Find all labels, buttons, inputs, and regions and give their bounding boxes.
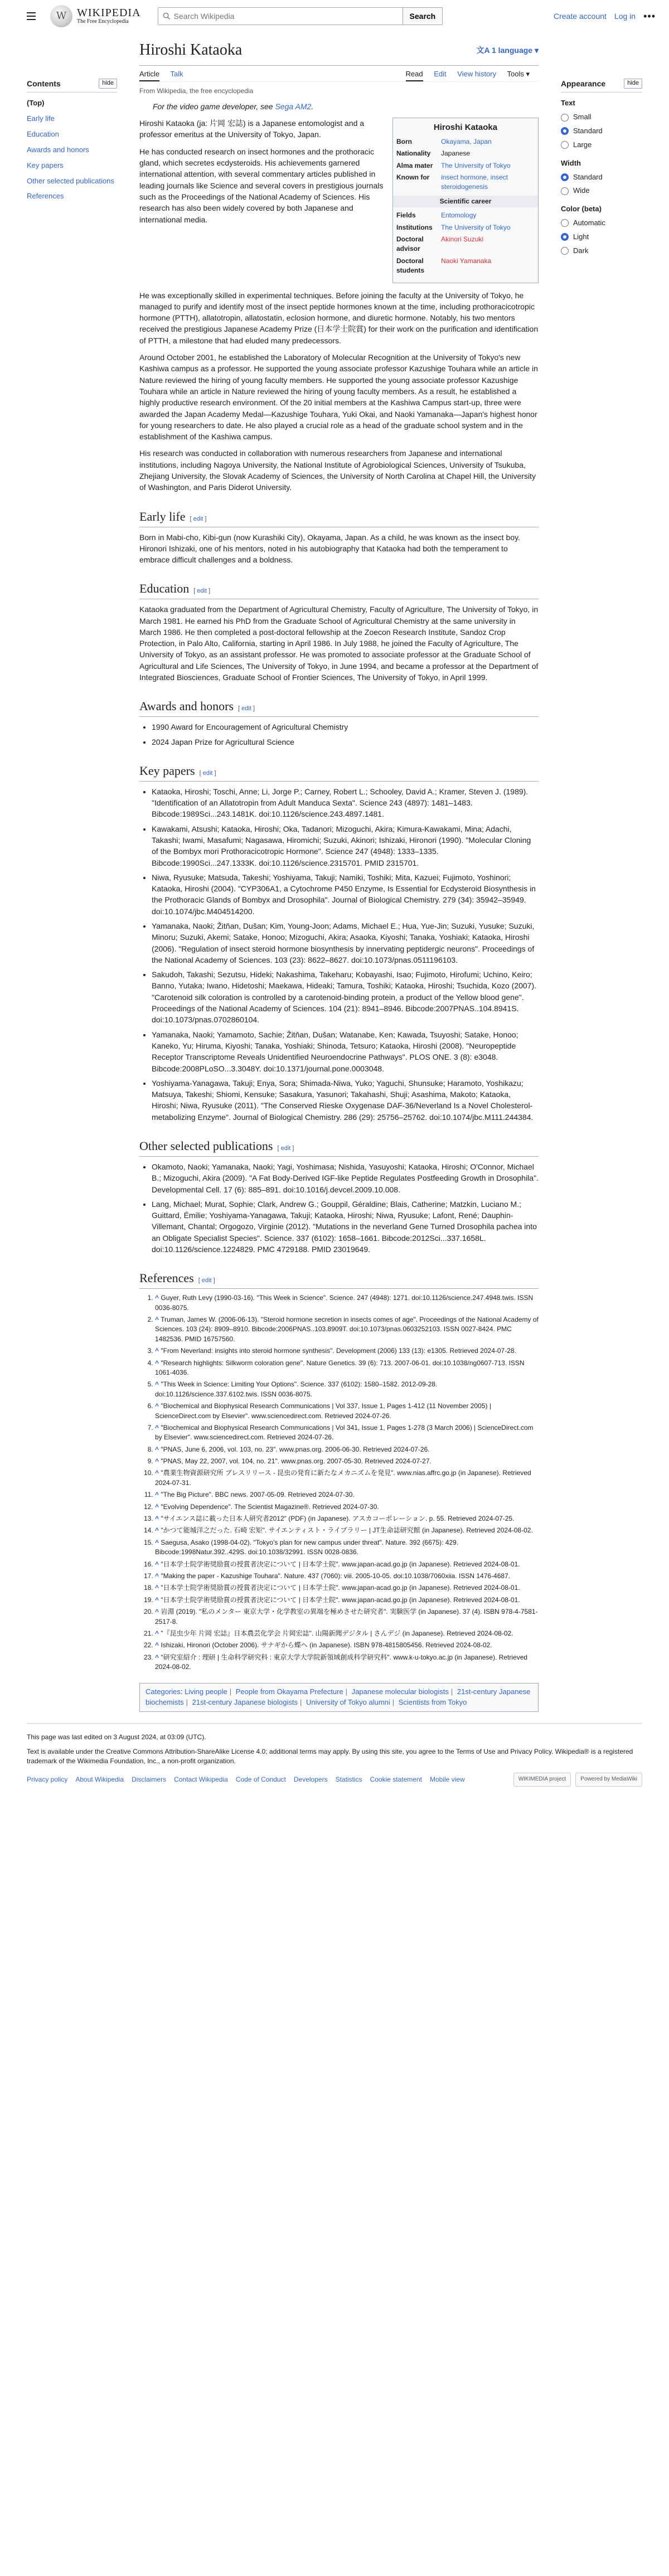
width-label: Width — [561, 158, 581, 167]
reference-item: 18. ^ "日本学士院学術奨励賞の授賞者決定について | 日本学士院". www.japan-acad.go.jp (in Japanese). Retrieved 2024-08-01. — [155, 1583, 539, 1593]
reference-item: 22. ^ Ishizaki, Hironori (October 2006). サナギから蝶へ (in Japanese). ISBN 978-4815805456. Retrieved 2024-08-02. — [155, 1641, 539, 1650]
color-automatic[interactable]: Automatic — [561, 218, 642, 229]
reference-item: 23. ^ "研究室紹介 : 理研 | 生命科学研究科 : 東京大学大学院新領域創成科学研究科". www.k-u-tokyo.ac.jp (in Japanese). Retrieved 2024-08-02. — [155, 1653, 539, 1672]
reference-item: 2. ^ Truman, James W. (2006-06-13). "Steroid hormone secretion in insects comes of age". Proceedings of the National Academy of Sciences. 103 (24): 8909–8910. Bibcode:2006PNAS..103.8909T. doi:10.1073/pnas.0603252103. ISSN 0027-8424. PMC 1482536. PMID 16757560. — [155, 1315, 539, 1344]
infobox-known-label: Known for — [396, 173, 430, 182]
edit-education-link[interactable]: edit — [197, 588, 207, 595]
radio-icon — [561, 141, 569, 149]
tab-edit[interactable]: Edit — [434, 69, 447, 78]
article-content — [139, 32, 539, 1721]
category-link[interactable]: Scientists from Tokyo — [398, 1698, 467, 1707]
edit-awards-link[interactable]: edit — [241, 705, 251, 712]
infobox-career-heading: Scientific career — [393, 196, 538, 207]
section-key-papers: Key papers [ edit ] — [139, 762, 539, 782]
tab-view-history[interactable]: View history — [457, 69, 497, 78]
search-button[interactable]: Search — [403, 7, 443, 25]
reference-item: 17. ^ "Making the paper - Kazushige Touhara". Nature. 437 (7060): viii. 2005-10-05. doi:10.1038/7060xiia. ISSN 1476-4687. — [155, 1571, 539, 1581]
translate-icon: 文A — [476, 46, 492, 55]
reference-item: 19. ^ "日本学士院学術奨励賞の授賞者決定について | 日本学士院". www.japan-acad.go.jp (in Japanese). Retrieved 2024-08-01. — [155, 1595, 539, 1605]
more-options-icon[interactable]: ••• — [643, 10, 656, 22]
edit-references-link[interactable]: edit — [201, 1277, 212, 1284]
infobox-alma-label: Alma mater — [396, 161, 433, 169]
tab-read[interactable]: Read — [406, 70, 423, 81]
license-text: Text is available under the Creative Commons Attribution-ShareAlike License 4.0; additional terms may apply. By using this site, you agree to the Terms of Use and Privacy Policy. Wikipedia® is a registered trademark of the Wikimedia Foundation, Inc., a non-profit organization. — [27, 1747, 633, 1765]
infobox-title: Hiroshi Kataoka — [433, 123, 498, 133]
search-icon — [163, 12, 171, 20]
list-item: • Sakudoh, Takashi; Sezutsu, Hideki; Nakashima, Takeharu; Kobayashi, Isao; Fujimoto, Hirofumi; Uchino, Keiro; Banno, Yutaka; Iwano, Hidetoshi; Maekawa, Hideaki; Tamura, Toshiki; Kataoka, Hiroshi; Tsuchida, Kozo (2007). "Carotenoid silk coloration is controlled by a carotenoid-binding protein, a product of the Yellow blood gene". Proceedings of the National Academy of Sciences. 104 (21): 8941–8946. Bibcode:2007PNAS..104.8941S. doi:10.1073/pnas.0702860104. — [152, 969, 539, 1025]
radio-selected-icon — [561, 233, 569, 241]
list-item: • Yoshiyama-Yanagawa, Takuji; Enya, Sora; Shimada-Niwa, Yuko; Yaguchi, Shunsuke; Haramoto, Yoshikazu; Matsuya, Takeshi; Shiomi, Kensuke; Sasakura, Yasunori; Takahashi, Shuji; Asashima, Makoto; Kataoka, Hiroshi; Niwa, Ryusuke (2011). "The Conserved Rieske Oxygenase DAF-36/Neverland Is a Novel Cholesterol-metabolizing Enzyme". Journal of Biological Chemistry. 286 (29): 25756–25762. doi:10.1074/jbc.M111.244384. — [152, 1078, 539, 1123]
search-input[interactable] — [158, 7, 403, 25]
infobox-fields-value[interactable]: Entomology — [441, 211, 477, 220]
reference-item: 6. ^ "Biochemical and Biophysical Research Communications | Vol 337, Issue 1, Pages 1-412 (11 November 2005) | ScienceDirect.com by Elsevier". www.sciencedirect.com. Retrieved 2024-07-26. — [155, 1401, 539, 1421]
infobox — [392, 118, 539, 283]
tab-talk[interactable]: Talk — [170, 69, 183, 78]
intro-paragraph-1: Hiroshi Kataoka (ja: 片岡 宏誌) is a Japanese entomologist and a professor emeritus at the University of Tokyo, Japan. — [139, 119, 365, 139]
reference-item: 3. ^ "From Neverland: insights into steroid hormone synthesis". Development (2006) 133 (13): e1305. Retrieved 2024-07-28. — [155, 1346, 539, 1356]
text-size-small[interactable]: Small — [561, 112, 642, 123]
toc-item-awards[interactable]: Awards and honors — [27, 145, 89, 154]
wikipedia-logo[interactable] — [50, 5, 141, 27]
infobox-alma-value[interactable]: The University of Tokyo — [441, 161, 511, 169]
text-size-label: Text — [561, 99, 575, 108]
footer-link[interactable]: Privacy policy — [27, 1775, 68, 1783]
width-standard[interactable]: Standard — [561, 172, 642, 183]
infobox-born-label: Born — [396, 137, 412, 145]
language-button[interactable]: 文A 1 language ▾ — [476, 46, 539, 55]
toc-item-key-papers[interactable]: Key papers — [27, 161, 64, 169]
reference-item: 8. ^ "PNAS, June 6, 2006, vol. 103, no. 23". www.pnas.org. 2006-06-30. Retrieved 2024-07-26. — [155, 1445, 539, 1454]
log-in-link[interactable]: Log in — [614, 11, 636, 21]
page-title: Hiroshi Kataoka — [139, 41, 243, 59]
key-papers-list — [139, 786, 539, 1123]
site-header — [0, 0, 669, 32]
footer-link[interactable]: About Wikipedia — [75, 1775, 124, 1783]
infobox-students-label: Doctoral students — [396, 256, 425, 275]
category-link[interactable]: 21st-century Japanese biologists — [192, 1698, 298, 1707]
intro-paragraph-5: His research was conducted in collaboration with numerous researchers from Japanese and international institutions, including Nagoya University, the National Institute of Agrobiological Sciences, University of Tsukuba, Zhejiang University, the Slovak Academy of Sciences, the University of North Carolina at Chapel Hill, the University of Washington, and Paris Diderot University. — [139, 449, 536, 492]
intro-paragraph-4: Around October 2001, he established the Laboratory of Molecular Recognition at the University of Tokyo's new Kashiwa campus as a professor. He supported the young associate professor Kazushige Touhara while an article in Nature reviewed the hiring of young faculty members. He supported the young associate professor Kazushige Touhara while an article in Nature reviewed the hiring of young faculty members. As a result, he established a highly productive research environment. Of the 20 initial members at the Kashiwa Campus start-up, three were awarded the Japan Academy Medal—Kazushige Touhara, Yuki Okai, and Naoki Yamanaka—Japan's highest honor for young researchers to date. He also played a crucial role as a head of the graduate school system and in the establishment of the Kashiwa campus. — [139, 353, 538, 442]
reference-item: 20. ^ 岩淵 (2019). "私のメンター 東京大学・化学教室の異端を極めさせた研究者". 実験医学 (in Japanese). 37 (4). ISBN 978-4-7581-2517-8. — [155, 1607, 539, 1627]
footer-link[interactable]: Code of Conduct — [235, 1775, 286, 1783]
text-size-large[interactable]: Large — [561, 140, 642, 151]
logo-wordmark: WIKIPEDIA — [77, 7, 141, 19]
category-link[interactable]: Living people — [185, 1687, 227, 1696]
appearance-panel — [561, 32, 642, 1721]
list-item: • Niwa, Ryusuke; Matsuda, Takeshi; Yoshiyama, Takuji; Namiki, Toshiki; Mita, Kazuei; Fujimoto, Yoshinori; Kataoka, Hiroshi (2004). "CYP306A1, a Cytochrome P450 Enzyme, Is Essential for Ecdysteroid Biosynthesis in the Prothoracic Glands of Bombyx and Drosophila". Journal of Biological Chemistry. 279 (34): 35942–35949. doi:10.1074/jbc.M404514200. — [152, 872, 539, 917]
hatnote: For the video game developer, see Sega AM2. — [153, 101, 314, 111]
main-menu-button[interactable] — [27, 7, 45, 25]
footer-link[interactable]: Statistics — [335, 1775, 362, 1783]
category-link[interactable]: 21st-century Japanese biochemists — [146, 1687, 531, 1707]
reference-item: 14. ^ "かつて能城洋之だった. 石崎 宏矩". サイエンティスト・ライブラリー | JT生命誌研究館 (in Japanese). Retrieved 2024-08-02. — [155, 1526, 539, 1535]
reference-item: 9. ^ "PNAS, May 22, 2007, vol. 104, no. 21". www.pnas.org. 2007-05-30. Retrieved 2024-07-27. — [155, 1457, 539, 1466]
search-placeholder: Search Wikipedia — [173, 11, 235, 21]
list-item: • Yamanaka, Naoki; Yamamoto, Sachie; Žitňan, Dušan; Watanabe, Ken; Kawada, Tsuyoshi; Satake, Honoo; Kaneko, Yu; Hiruma, Kiyoshi; Tanaka, Yoshiaki; Shinoda, Tetsuro; Kataoka, Hiroshi (2008). "Neuropeptide Receptor Transcriptome Reveals Unidentified Neuroendocrine Pathways". PLOS ONE. 3 (8): e3048. Bibcode:2008PLoSO...3.3048Y. doi:10.1371/journal.pone.0003048. — [152, 1029, 539, 1074]
radio-icon — [561, 219, 569, 227]
tab-tools[interactable]: Tools ▾ — [507, 69, 530, 78]
appearance-heading: Appearance — [561, 79, 606, 88]
mediawiki-badge[interactable]: Powered by MediaWiki — [575, 1773, 642, 1787]
categories-box: Categories: Living people | People from Okayama Prefecture | Japanese molecular biologists | 21st-century Japanese biochemists | 21st-century Japanese biologists | University of Tokyo alumni | Scientists from Tokyo — [139, 1683, 539, 1712]
intro-paragraph-2: He has conducted research on insect hormones and the prothoracic gland, which secretes ecdysteroids. His achievements garnered international attention, with several commentary articles published in leading journals like Science and several covers in prestigious journals such as the Proceedings of the National Academy of Sciences. His research has also been widely covered by both Japanese and international media. — [139, 147, 384, 224]
references-list — [139, 1293, 539, 1672]
hatnote-link[interactable]: Sega AM2 — [275, 101, 312, 111]
reference-item: 5. ^ "This Week in Science: Limiting Your Options". Science. 337 (6102): 1580–1582. 2012-09-28. doi:10.1126/science.337.6102.twis. ISSN 0036-8075. — [155, 1380, 539, 1399]
infobox-advisor-value[interactable]: Akinori Suzuki — [441, 235, 484, 243]
category-link[interactable]: Japanese molecular biologists — [351, 1687, 449, 1696]
appearance-hide-button[interactable]: hide — [624, 79, 642, 89]
reference-item: 1. ^ Guyer, Ruth Levy (1990-03-16). "This Week in Science". Science. 247 (4948): 1271. doi:10.1126/science.247.4948.twis. ISSN 0036-8075. — [155, 1293, 539, 1313]
globe-icon: W — [50, 5, 72, 27]
toc-item-references[interactable]: References — [27, 192, 64, 201]
section-education: Education [ edit ] — [139, 580, 539, 599]
intro-paragraph-3: He was exceptionally skilled in experimental techniques. Before joining the faculty at the University of Tokyo, he managed to purify and identify most of the insect peptide hormones known at the time, including prothoracicotropic hormone (PTTH), allatotropin, allatostatin, eclosion hormone, and diuretic hormone. Notably, his two mentors received the prestigious Japanese Academy Prize (日本学士院賞) for their work on the purification and identification of PTTH, a milestone that had eluded many predecessors. — [139, 290, 539, 345]
radio-icon — [561, 114, 569, 122]
toc-hide-button[interactable]: hide — [99, 79, 117, 89]
toc-item-early-life[interactable]: Early life — [27, 114, 55, 123]
section-references: References [ edit ] — [139, 1269, 539, 1289]
reference-item: 7. ^ "Biochemical and Biophysical Research Communications | Vol 341, Issue 1, Pages 1-278 (3 March 2006) | ScienceDirect.com by Elsevier". www.sciencedirect.com. Retrieved 2024-07-26. — [155, 1423, 539, 1443]
color-dark[interactable]: Dark — [561, 246, 642, 256]
infobox-nationality-label: Nationality — [396, 149, 431, 158]
list-item: • 1990 Award for Encouragement of Agricultural Chemistry — [152, 721, 539, 732]
infobox-institutions-value[interactable]: The University of Tokyo — [441, 223, 511, 231]
language-count: 1 language — [491, 46, 533, 55]
toc-heading: Contents — [27, 79, 61, 88]
infobox-institutions-label: Institutions — [396, 223, 433, 231]
color-label: Color (beta) — [561, 205, 602, 214]
reference-item: 11. ^ "The Big Picture". BBC news. 2007-05-09. Retrieved 2024-07-30. — [155, 1490, 539, 1500]
categories-label[interactable]: Categories — [146, 1687, 181, 1696]
category-link[interactable]: University of Tokyo alumni — [306, 1698, 390, 1707]
edit-early-life-link[interactable]: edit — [193, 515, 203, 522]
tagline: From Wikipedia, the free encyclopedia — [139, 87, 254, 95]
width-wide[interactable]: Wide — [561, 186, 642, 196]
search-form — [158, 7, 443, 25]
reference-item: 10. ^ "農業生物資源研究所 プレスリリース - 昆虫の発育に新たなメカニズムを発見". www.nias.affrc.go.jp (in Japanese). Retrieved 2024-07-31. — [155, 1468, 539, 1488]
list-item: • Lang, Michael; Murat, Sophie; Clark, Andrew G.; Gouppil, Géraldine; Blais, Catherine; Matzkin, Luciano M.; Guittard, Émilie; Yoshiyama-Yanagawa, Takuji; Kataoka, Hiroshi; Niwa, Ryusuke; Lafont, René; Dauphin-Villemant, Chantal; Orgogozo, Virginie (2012). "Mutations in the neverland Gene Turned Drosophila pachea into an Obligate Specialist Species". Science. 337 (6102): 1658–1661. Bibcode:2012Sci...337.1658L. doi:10.1126/science.1224829. PMC 4729188. PMID 23019649. — [152, 1199, 539, 1255]
footer-link[interactable]: Developers — [293, 1775, 328, 1783]
table-of-contents — [27, 32, 117, 1721]
infobox-advisor-label: Doctoral advisor — [396, 235, 424, 253]
radio-icon — [561, 247, 569, 255]
radio-icon — [561, 187, 569, 195]
reference-item: 15. ^ Saegusa, Asako (1998-04-02). "Tokyo's plan for new campus under threat". Nature. 392 (6675): 429. Bibcode:1998Natur.392..429S. doi:10.1038/32991. ISSN 0028-0836. — [155, 1538, 539, 1558]
reference-item: 16. ^ "日本学士院学術奨励賞の授賞者決定について | 日本学士院". www.japan-acad.go.jp (in Japanese). Retrieved 2024-08-01. — [155, 1560, 539, 1569]
footer-link[interactable]: Disclaimers — [132, 1775, 167, 1783]
footer-link[interactable]: Contact Wikipedia — [174, 1775, 228, 1783]
page-tabs — [139, 66, 539, 83]
color-light[interactable]: Light — [561, 232, 642, 242]
infobox-known-value[interactable]: insect hormone, insect steroidogenesis — [441, 173, 508, 191]
toc-item-top[interactable]: (Top) — [27, 99, 45, 108]
create-account-link[interactable]: Create account — [553, 11, 607, 21]
footer-link[interactable]: Cookie statement — [370, 1775, 422, 1783]
tab-article[interactable]: Article — [139, 70, 159, 81]
other-publications-list — [139, 1161, 539, 1255]
section-awards: Awards and honors [ edit ] — [139, 697, 539, 717]
edit-key-papers-link[interactable]: edit — [202, 769, 213, 777]
footer-link[interactable]: Mobile view — [429, 1775, 465, 1783]
reference-item: 12. ^ "Evolving Dependence". The Scientist Magazine®. Retrieved 2024-07-30. — [155, 1502, 539, 1512]
page-footer — [27, 1723, 642, 1787]
wikimedia-badge[interactable]: WIKIMEDIA project — [513, 1773, 571, 1787]
radio-selected-icon — [561, 127, 569, 135]
reference-item: 21. ^ "『昆虫少年 片岡 宏誌』日本農芸化学会 片岡宏誌". 山陽新聞デジタル | さんデジ (in Japanese). Retrieved 2024-08-02. — [155, 1629, 539, 1638]
infobox-students-value[interactable]: Naoki Yamanaka — [441, 256, 492, 265]
list-item: • Yamanaka, Naoki; Žitňan, Dušan; Kim, Young-Joon; Adams, Michael E.; Hua, Yue-Jin; Suzuki, Yusuke; Suzuki, Minoru; Suzuki, Akemi; Satake, Honoo; Mizoguchi, Akira; Asaoka, Kiyoshi; Tanaka, Yoshiaki; Kataoka, Hiroshi (2006). "Regulation of insect steroid hormone biosynthesis by innervating peptidergic neurons". Proceedings of the National Academy of Sciences. 103 (23): 8622–8627. doi:10.1073/pnas.0511196103. — [152, 920, 539, 966]
list-item: • Kataoka, Hiroshi; Toschi, Anne; Li, Jorge P.; Carney, Robert L.; Schooley, David A.; Kramer, Steven J. (1989). "Identification of an Allatotropin from Adult Manduca Sexta". Science 243 (4897): 1481–1483. Bibcode:1989Sci...243.1481K. doi:10.1126/science.243.4897.1481. — [152, 786, 539, 820]
list-item: • Kawakami, Atsushi; Kataoka, Hiroshi; Oka, Tadanori; Mizoguchi, Akira; Kimura-Kawakami, Mina; Adachi, Takashi; Iwami, Masafumi; Nagasawa, Hiromichi; Suzuki, Akinori; Ishizaki, Hironori (1990). "Molecular Cloning of the Bombyx mori Prothoracicotropic Hormone". Science 247 (4948): 1333–1335. Bibcode:1990Sci...247.1333K. doi:10.1126/science.2315701. PMID 2315701. — [152, 823, 539, 869]
awards-list — [139, 721, 539, 748]
section-early-life: Early life [ edit ] — [139, 508, 539, 527]
early-life-paragraph: Born in Mabi-cho, Kibi-gun (now Kurashiki City), Okayama, Japan. As a child, he was known as the insect boy. Hironori Ishizaki, one of his mentors, noted in his autobiography that Kataoka had both the temperament to embrace difficult challenges and a boldness. — [139, 532, 520, 565]
toc-item-other-publications[interactable]: Other selected publications — [27, 176, 114, 185]
toc-item-education[interactable]: Education — [27, 129, 59, 138]
infobox-nationality-value: Japanese — [441, 149, 471, 158]
logo-tagline: The Free Encyclopedia — [77, 18, 129, 25]
radio-selected-icon — [561, 173, 569, 181]
infobox-born-value[interactable]: Okayama, Japan — [441, 137, 492, 145]
reference-item: 4. ^ "Research highlights: Silkworm coloration gene". Nature Genetics. 39 (6): 713. 2007-06-01. doi:10.1038/ng0607-713. ISSN 1061-4036. — [155, 1359, 539, 1378]
list-item: • Okamoto, Naoki; Yamanaka, Naoki; Yagi, Yoshimasa; Nishida, Yasuyoshi; Kataoka, Hiroshi; O'Connor, Michael B.; Mizoguchi, Akira (2009). "A Fat Body-Derived IGF-like Peptide Regulates Postfeeding Growth in Drosophila". Developmental Cell. 17 (6): 885–891. doi:10.1016/j.devcel.2009.10.008. — [152, 1161, 539, 1195]
education-paragraph: Kataoka graduated from the Department of Agricultural Chemistry, Faculty of Agriculture, The University of Tokyo, in March 1981. He earned his PhD from the Graduate School of Agricultural Chemistry at the same university in March 1986. He then completed a post-doctoral fellowship at the Zoecon Research Institute, Sandoz Crop Protection, in Palo Alto, California, starting in April 1986. In July 1988, he joined the Faculty of Agriculture, The University of Tokyo, as an assistant professor. He was promoted to associate professor at the Graduate School of Agricultural and Life Sciences, The University of Tokyo, in June 1994, and became a professor at the Department of Integrated Biosciences, Graduate School of Frontier Sciences, The University of Tokyo, in April 1999. — [139, 605, 539, 682]
infobox-fields-label: Fields — [396, 211, 416, 220]
last-edited: This page was last edited on 3 August 2024, at 03:09 (UTC). — [27, 1733, 206, 1741]
reference-item: 13. ^ "サイエンス誌に載った日本人研究者2012" (PDF) (in Japanese). アスカコーポレーション. p. 55. Retrieved 2024-07-25. — [155, 1514, 539, 1524]
list-item: • 2024 Japan Prize for Agricultural Science — [152, 736, 539, 748]
text-size-standard[interactable]: Standard — [561, 126, 642, 137]
edit-other-publications-link[interactable]: edit — [280, 1145, 291, 1152]
section-other-publications: Other selected publications [ edit ] — [139, 1137, 539, 1157]
category-link[interactable]: People from Okayama Prefecture — [235, 1687, 343, 1696]
